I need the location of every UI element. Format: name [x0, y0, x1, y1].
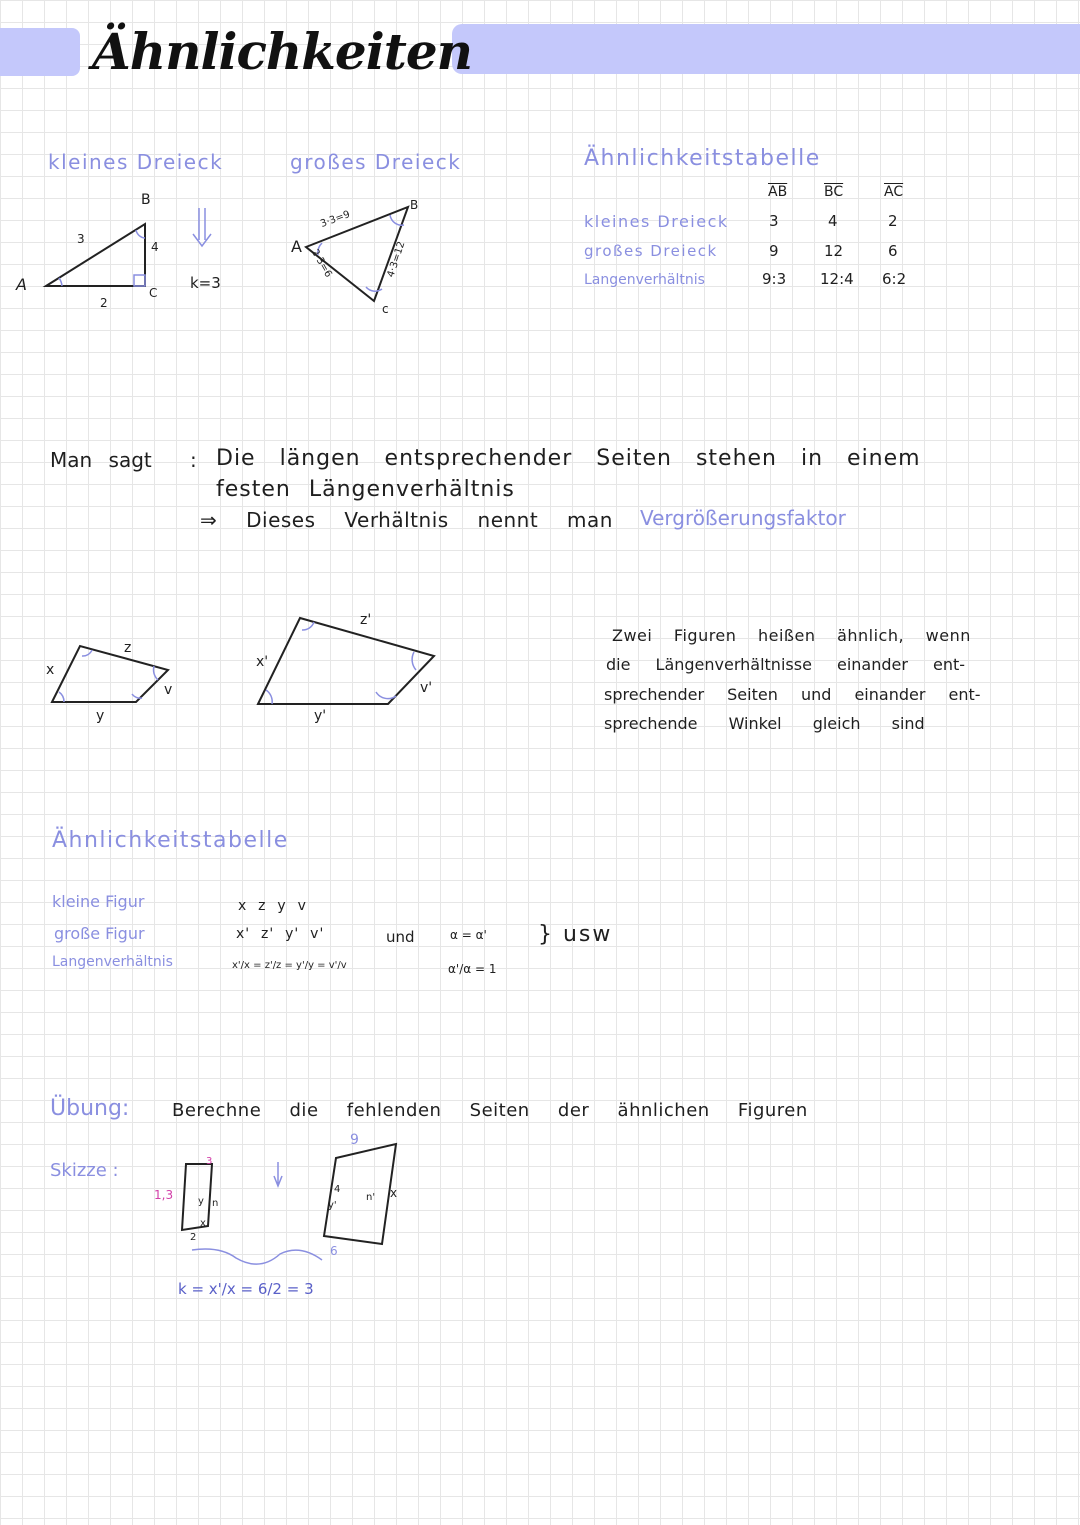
small-tri-side-bottom: 2 — [100, 296, 108, 310]
definition-line1: Zwei Figuren heißen ähnlich, wenn — [612, 626, 971, 645]
table2-ratio-row: x'/x = z'/z = y'/y = v'/v — [232, 960, 347, 971]
big-fig-y: y' — [328, 1200, 337, 1211]
small-quad-x: x — [46, 662, 55, 678]
big-quad-z: z' — [360, 612, 372, 628]
big-quad-y: y' — [314, 708, 327, 724]
big-quadrilateral-figure — [250, 610, 450, 720]
enlargement-factor-term: Vergrößerungsfaktor — [640, 506, 846, 530]
table-col-ac: $\overline{AC}$ — [884, 184, 904, 200]
scale-factor-k: k=3 — [190, 274, 221, 292]
table2-row-label: Langenverhältnis — [52, 954, 173, 970]
small-triangle-label: kleines Dreieck — [48, 150, 224, 174]
table2-row-label: kleine Figur — [52, 892, 145, 911]
small-quad-z: z — [124, 640, 132, 656]
small-fig-bottom: 2 — [190, 1232, 197, 1243]
table-col-bc: $\overline{BC}$ — [824, 184, 844, 200]
table-row-label: Langenverhältnis — [584, 272, 705, 288]
table-col-ab: $\overline{AB}$ — [768, 184, 788, 200]
small-fig-top: 3 — [206, 1156, 213, 1167]
table2-alpha-ratio: α'/α = 1 — [448, 962, 497, 976]
table-cell: 6 — [888, 242, 898, 260]
small-tri-side-left: 3 — [77, 232, 85, 246]
table-cell: 6:2 — [882, 270, 907, 288]
statement-intro: Man sagt — [50, 448, 152, 472]
big-tri-side-bc: 4·3=12 — [385, 240, 408, 279]
similarity-table-heading: Ähnlichkeitstabelle — [584, 146, 821, 171]
big-fig-x: x — [390, 1186, 398, 1200]
exercise-text: Berechne die fehlenden Seiten der ähnlichen Figuren — [172, 1100, 808, 1121]
big-fig-left: 4 — [334, 1184, 341, 1195]
table-cell: 9 — [769, 242, 779, 260]
small-triangle-figure — [0, 190, 260, 320]
big-tri-vertex-c: c — [382, 302, 389, 316]
table-row-label: kleines Dreieck — [584, 212, 729, 231]
small-quad-y: y — [96, 708, 105, 724]
table2-row-label: große Figur — [54, 924, 145, 943]
small-tri-vertex-b: B — [141, 192, 151, 208]
table-cell: 2 — [888, 212, 898, 230]
table2-heading: Ähnlichkeitstabelle — [52, 828, 289, 853]
small-fig-n: n — [212, 1198, 219, 1209]
table2-big-row: x' z' y' v' — [236, 926, 325, 942]
table-cell: 4 — [828, 212, 838, 230]
table-cell: 12 — [824, 242, 844, 260]
big-fig-n: n' — [366, 1192, 376, 1203]
big-fig-bottom: 6 — [330, 1244, 338, 1258]
small-quad-v: v — [164, 682, 173, 698]
k-formula: k = x'/x = 6/2 = 3 — [178, 1280, 314, 1298]
sketch-label: Skizze : — [50, 1160, 119, 1181]
big-fig-top: 9 — [350, 1132, 359, 1148]
small-tri-vertex-c: C — [149, 286, 158, 300]
statement-line2: festen Längenverhältnis — [216, 477, 515, 502]
statement-line3: ⇒ Dieses Verhältnis nennt man — [200, 508, 613, 532]
definition-line3: sprechender Seiten und einander ent- — [604, 685, 981, 704]
big-quad-v: v' — [420, 680, 433, 696]
page-title: Ähnlichkeiten — [92, 22, 472, 81]
big-tri-vertex-a: A — [291, 237, 302, 256]
small-fig-left: 1,3 — [154, 1188, 174, 1202]
definition-line2: die Längenverhältnisse einander ent- — [606, 655, 966, 674]
big-triangle-label: großes Dreieck — [290, 150, 462, 174]
table2-usw: } usw — [538, 922, 613, 947]
definition-line4: sprechende Winkel gleich sind — [604, 714, 925, 733]
table-cell: 9:3 — [762, 270, 787, 288]
table2-small-row: x z y v — [238, 898, 307, 914]
small-fig-x: x — [200, 1218, 206, 1229]
table2-alpha-eq: α = α' — [450, 928, 487, 942]
small-fig-y: y — [198, 1196, 204, 1207]
statement-line1: Die längen entsprechender Seiten stehen in einem — [216, 446, 921, 471]
small-tri-side-right: 4 — [151, 240, 159, 254]
table-cell: 3 — [769, 212, 779, 230]
exercise-label: Übung: — [50, 1096, 130, 1121]
big-quad-x: x' — [256, 654, 269, 670]
header-banner-left — [0, 28, 80, 76]
big-tri-side-ac: 2·3=6 — [308, 247, 334, 280]
colon: : — [190, 448, 197, 472]
table-row-label: großes Dreieck — [584, 242, 718, 260]
big-tri-vertex-b: B — [410, 198, 419, 212]
small-quadrilateral-figure — [40, 640, 200, 720]
small-tri-vertex-a: A — [16, 275, 27, 294]
header-banner-right — [452, 24, 1080, 74]
table2-und: und — [386, 928, 415, 946]
big-tri-side-ab: 3·3=9 — [319, 209, 352, 230]
table-cell: 12:4 — [820, 270, 854, 288]
